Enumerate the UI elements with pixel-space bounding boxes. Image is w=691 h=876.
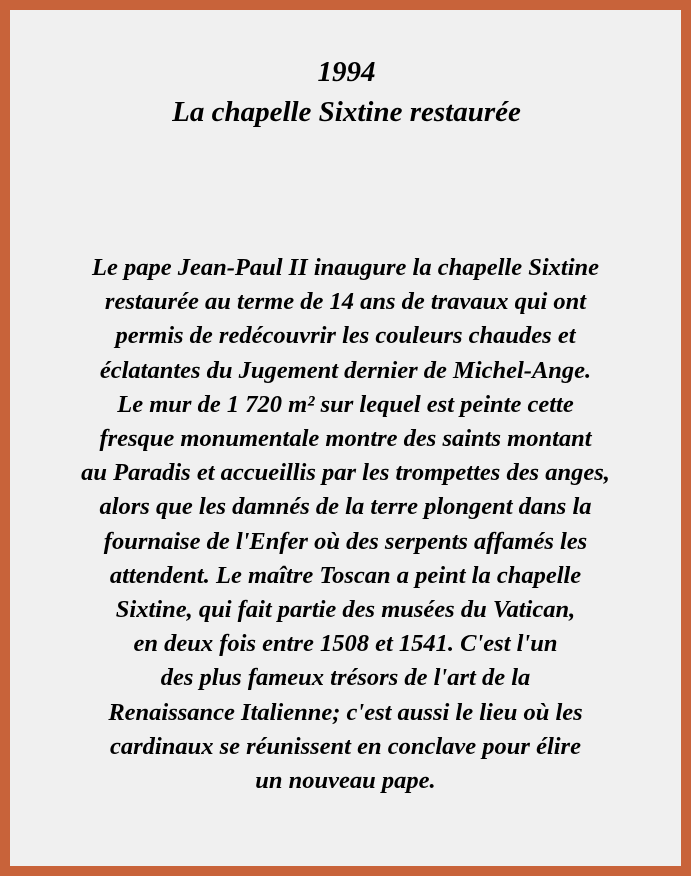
body-line: attendent. Le maître Toscan a peint la chapelle xyxy=(109,561,582,589)
body-line: Le mur de 1 720 m² sur lequel est peinte cette xyxy=(117,390,574,418)
body-paragraph xyxy=(10,251,681,798)
body-line: restaurée au terme de 14 ans de travaux qui ont xyxy=(104,288,587,316)
body-line: fournaise de l'Enfer où des serpents affamés les xyxy=(103,527,588,555)
body-line: Sixtine, qui fait partie des musées du Vatican, xyxy=(115,596,576,624)
heading-year: 1994 xyxy=(317,56,376,88)
body-line: cardinaux se réunissent en conclave pour élire xyxy=(110,732,581,760)
body-line: fresque monumentale montre des saints montant xyxy=(99,425,592,453)
body-line: au Paradis et accueillis par les trompettes des anges, xyxy=(81,459,610,487)
body-line: alors que les damnés de la terre plongent dans la xyxy=(99,493,592,521)
body-line: un nouveau pape. xyxy=(255,767,436,795)
card xyxy=(10,10,681,866)
body-line: Renaissance Italienne; c'est aussi le lieu où les xyxy=(108,698,583,726)
heading-title: La chapelle Sixtine restaurée xyxy=(172,96,521,128)
body-line: des plus fameux trésors de l'art de la xyxy=(160,664,531,692)
body-line: permis de redécouvrir les couleurs chaudes et xyxy=(115,322,576,350)
body-line: Le pape Jean-Paul II inaugure la chapelle Sixtine xyxy=(91,254,600,281)
body-line: éclatantes du Jugement dernier de Michel-Ange. xyxy=(99,356,592,384)
body-line: en deux fois entre 1508 et 1541. C'est l'un xyxy=(133,630,558,658)
